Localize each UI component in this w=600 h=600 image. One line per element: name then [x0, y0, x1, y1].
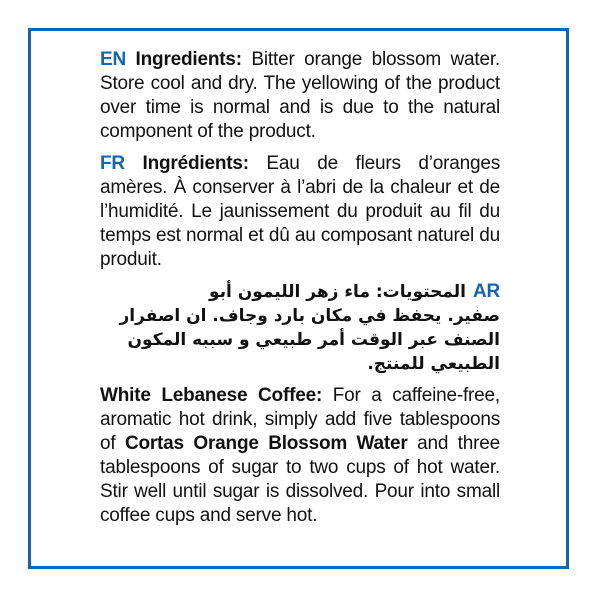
english-ingredients-text: Bitter orange blossom water. Store cool and dry. The yellowing of the product over time is normal and is due to the natural component of the product.: [100, 49, 500, 142]
arabic-ingredients-text: صفير. يحفظ في مكان بارد وجاف. ان اصفرار الصنف عبر الوقت أمر طبيعي و سببه المكون الطبيعي للمنتج.: [119, 306, 500, 374]
arabic-lang-code: AR: [472, 281, 500, 302]
english-lang-code: EN: [100, 49, 126, 70]
arabic-ingredients-line1: المحتويات: ماء زهر الليمون أبو: [208, 282, 466, 302]
coffee-text-part1: For a caffeine-free, aromatic hot drink, simply add five tablespoons of: [100, 385, 500, 454]
coffee-text-part2: and three tablespoons of sugar to two cups of hot water. Stir well until sugar is dissolved. Pour into small coffee cups and serve hot.: [100, 433, 500, 526]
english-paragraph: [100, 48, 500, 144]
french-paragraph: [100, 152, 500, 272]
french-lang-code: FR: [100, 153, 125, 174]
coffee-brand-name: Cortas Orange Blossom Water: [124, 433, 408, 454]
coffee-paragraph: [100, 384, 500, 528]
arabic-paragraph: [100, 280, 500, 376]
french-ingredients-text: Eau de fleurs d’oranges amères. À conserver à l’abri de la chaleur et de l’humidité. Le jaunissement du produit au fil du temps est normal et dû au composant naturel du produit.: [100, 153, 500, 270]
french-ingredients-label: Ingrédients:: [142, 153, 249, 174]
coffee-label: White Lebanese Coffee:: [100, 385, 323, 406]
english-ingredients-label: Ingredients:: [135, 49, 242, 70]
label-content: [100, 48, 500, 528]
